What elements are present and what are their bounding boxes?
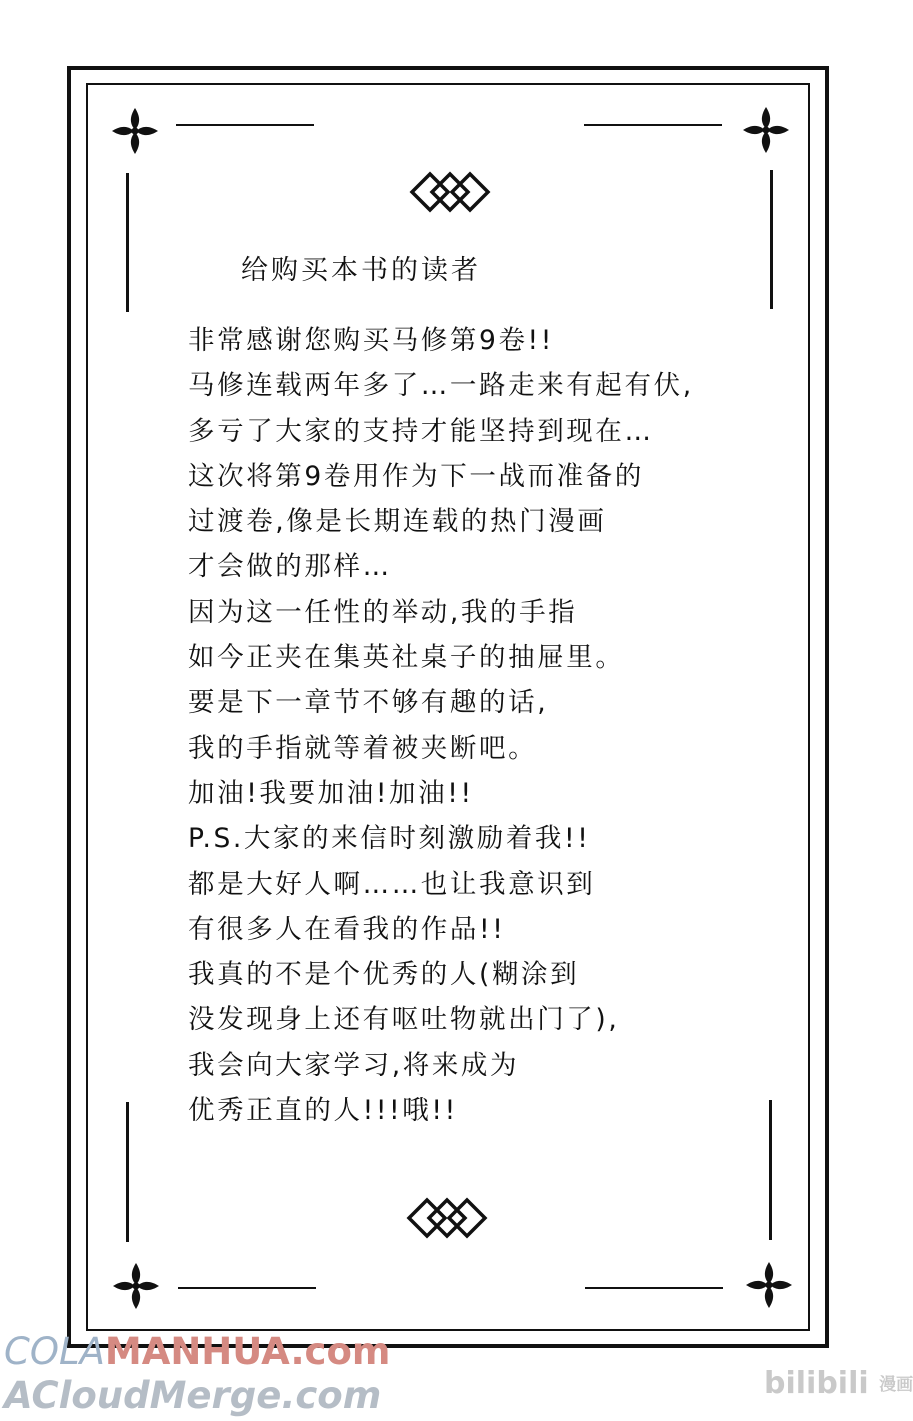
top-left-rule: [176, 124, 314, 126]
letter-line: 过渡卷,像是长期连载的热门漫画: [188, 506, 607, 538]
letter-line: 这次将第9卷用作为下一战而准备的: [188, 460, 644, 492]
letter-line: 没发现身上还有呕吐物就出门了),: [188, 1004, 620, 1036]
letter-line: 马修连载两年多了…一路走来有起有伏,: [188, 370, 694, 402]
watermark-colamanhua: [4, 1330, 390, 1373]
watermark-bilibili: [764, 1366, 913, 1401]
triple-diamond-ornament-icon: [405, 1196, 489, 1240]
top-right-rule: [584, 124, 722, 126]
fleur-de-lis-icon: [741, 105, 791, 155]
triple-diamond-ornament-icon: [408, 170, 492, 214]
watermark-bili: bilibili: [764, 1366, 869, 1401]
letter-line: 有很多人在看我的作品!!: [188, 913, 506, 945]
left-upper-rule: [126, 173, 129, 312]
letter-line: 如今正夹在集英社桌子的抽屉里。: [188, 642, 625, 674]
letter-line: P.S.大家的来信时刻激励着我!!: [188, 823, 591, 855]
letter-line: 要是下一章节不够有趣的话,: [188, 687, 549, 719]
bottom-right-rule: [585, 1287, 723, 1289]
watermark-manhua-cn: 漫画: [879, 1374, 913, 1395]
letter-line: 我的手指就等着被夹断吧。: [188, 732, 538, 764]
letter-line: 加油!我要加油!加油!!: [188, 777, 474, 809]
letter-heading: 给购买本书的读者: [241, 255, 481, 286]
letter-line: 我会向大家学习,将来成为: [188, 1049, 520, 1081]
letter-line: 都是大好人啊……也让我意识到: [188, 868, 596, 900]
letter-line: 才会做的那样…: [188, 551, 392, 583]
fleur-de-lis-icon: [744, 1260, 794, 1310]
watermark-manhua: MANHUA.com: [104, 1330, 391, 1373]
bottom-left-rule: [178, 1287, 316, 1289]
watermark-cola: COLA: [4, 1330, 105, 1373]
letter-line: 我真的不是个优秀的人(糊涂到: [188, 959, 580, 991]
watermark-acloudmerge: ACloudMerge.com: [4, 1374, 382, 1417]
letter-line: 多亏了大家的支持才能坚持到现在…: [188, 415, 654, 447]
letter-line: 非常感谢您购买马修第9卷!!: [188, 325, 555, 356]
letter-line: 优秀正直的人!!!哦!!: [188, 1095, 458, 1127]
fleur-de-lis-icon: [111, 1261, 161, 1311]
fleur-de-lis-icon: [110, 106, 160, 156]
letter-line: 因为这一任性的举动,我的手指: [188, 596, 578, 628]
right-lower-rule: [769, 1100, 772, 1240]
right-upper-rule: [770, 170, 773, 309]
letter-body: [188, 318, 758, 1133]
left-lower-rule: [126, 1102, 129, 1242]
